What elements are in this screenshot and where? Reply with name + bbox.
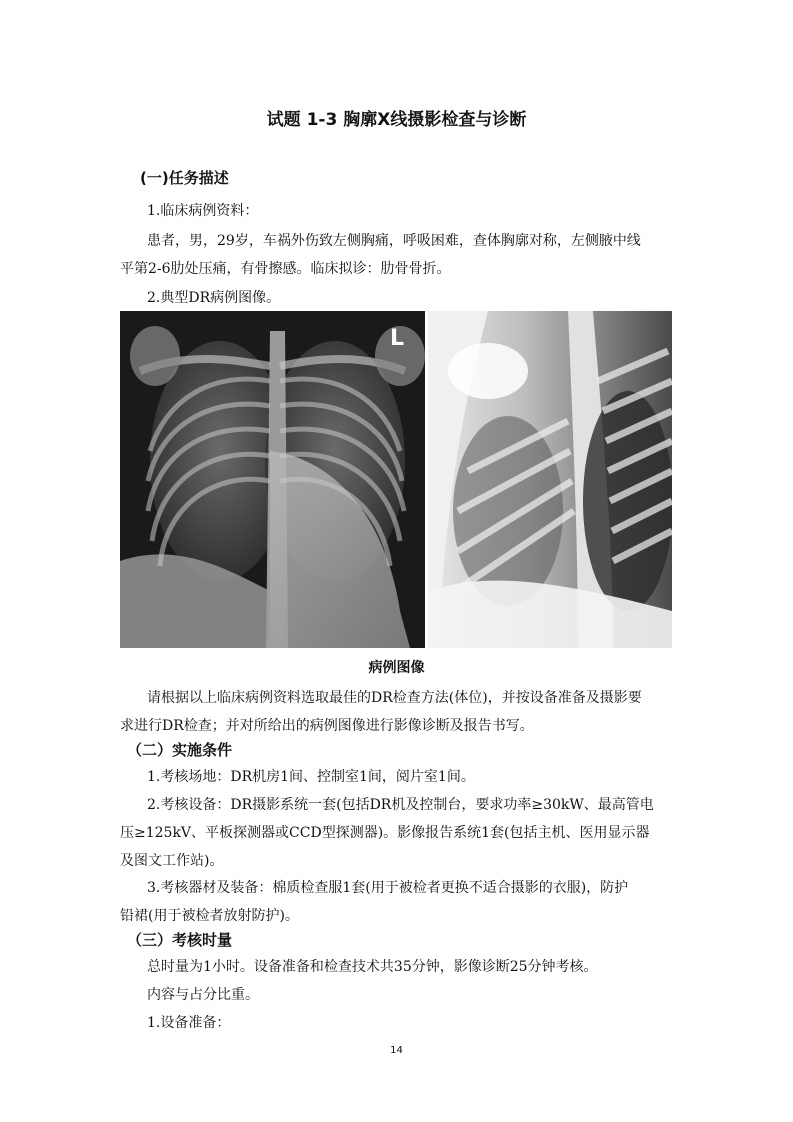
side-marker-label: L	[390, 326, 405, 351]
conditions-line-5: 3.考核器材及装备：棉质检查服1套(用于被检者更换不适合摄影的衣服)，防护	[147, 880, 629, 896]
section-heading-conditions: （二）实施条件	[127, 741, 233, 759]
section-heading-duration: （三）考核时量	[127, 931, 233, 949]
case-text-line-2: 平第2-6肋处压痛，有骨擦感。临床拟诊：肋骨骨折。	[120, 261, 451, 277]
case-data-label: 1.临床病例资料：	[147, 203, 259, 219]
conditions-line-6: 铅裙(用于被检者放射防护)。	[120, 908, 299, 924]
page-number: 14	[390, 1045, 403, 1056]
duration-line-1: 总时量为1小时。设备准备和检查技术共35分钟，影像诊断25分钟考核。	[147, 959, 598, 975]
dr-image-label: 2.典型DR病例图像。	[147, 290, 281, 306]
case-text-line-1: 患者，男，29岁，车祸外伤致左侧胸痛，呼吸困难，查体胸廓对称，左侧腋中线	[147, 233, 641, 249]
duration-line-2: 内容与占分比重。	[147, 987, 259, 1003]
duration-line-3: 1.设备准备：	[147, 1015, 231, 1031]
conditions-line-3: 压≥125kV、平板探测器或CCD型探测器)。影像报告系统1套(包括主机、医用显示器	[120, 825, 650, 841]
section-heading-task: (一)任务描述	[140, 169, 229, 187]
conditions-line-2: 2.考核设备：DR摄影系统一套(包括DR机及控制台，要求功率≥30kW、最高管电	[147, 797, 654, 813]
image-caption: 病例图像	[368, 660, 425, 676]
request-line-2: 求进行DR检查；并对所给出的病例图像进行影像诊断及报告书写。	[120, 718, 534, 734]
xray-image-pa	[120, 311, 425, 648]
request-line-1: 请根据以上临床病例资料选取最佳的DR检查方法(体位)，并按设备准备及摄影要	[147, 690, 642, 706]
xray-image-oblique	[428, 311, 672, 648]
conditions-line-1: 1.考核场地：DR机房1间、控制室1间，阅片室1间。	[147, 769, 475, 785]
page-title: 试题 1-3 胸廓X线摄影检查与诊断	[266, 110, 527, 130]
conditions-line-4: 及图文工作站)。	[120, 853, 224, 869]
